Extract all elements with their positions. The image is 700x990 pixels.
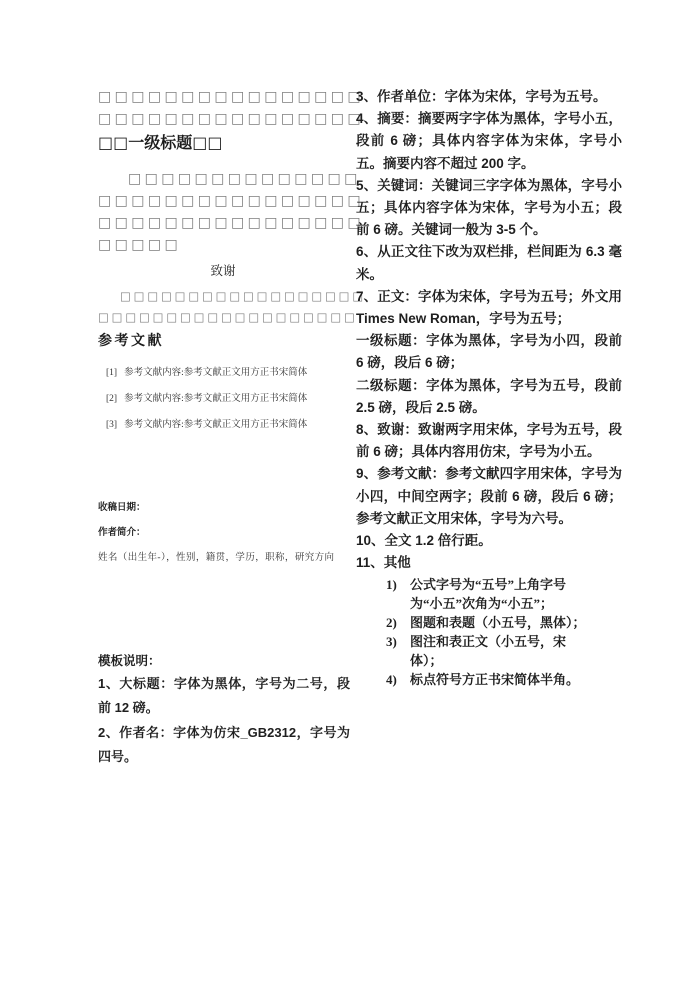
template-note-item: 1、大标题：字体为黑体，字号为二号，段前 12 磅。 — [98, 676, 350, 716]
instruction-paragraph: 二级标题：字体为黑体，字号为五号，段前 2.5 磅，段后 2.5 磅。 — [356, 377, 622, 415]
sublist-item-text: 公式字号为“五号”上角字号为“小五”次角为“小五”； — [410, 577, 567, 612]
other-rules-sublist — [356, 575, 622, 689]
sublist-item-number: 2) — [386, 615, 397, 631]
instruction-paragraph: 11、其他 — [356, 555, 411, 571]
placeholder-line: □□□□□ — [98, 237, 182, 253]
sublist-item-number: 1) — [386, 577, 397, 593]
reference-item — [106, 386, 307, 412]
instruction-paragraph: 8、致谢：致谢两字用宋体，字号为五号，段前 6 磅；具体内容用仿宋，字号为小五。 — [356, 422, 622, 460]
reference-number: [1] — [106, 368, 118, 378]
reference-item — [106, 412, 307, 438]
instruction-paragraph: 9、参考文献：参考文献四字用宋体，字号为小四，中间空两字；段前 6 磅，段后 6 磅；参考文献正文用宋体，字号为六号。 — [356, 466, 622, 526]
reference-text: 参考文献内容:参考文献正文用方正书宋简体 — [124, 394, 308, 404]
template-note-item: 2、作者名：字体为仿宋_GB2312，字号为四号。 — [98, 724, 350, 765]
acknowledgement-placeholder-paragraph — [98, 286, 366, 328]
footnote-block — [98, 496, 334, 571]
author-bio-text: 姓名（出生年-），性别，籍贯，学历，职称，研究方向 — [98, 553, 335, 563]
instruction-paragraph: 4、摘要：摘要两字字体为黑体，字号小五，段前 6 磅；具体内容字体为宋体，字号小五。摘要内容不超过 200 字。 — [356, 111, 622, 171]
placeholder-line: □□□□□□□□□□□□□□□□ — [98, 111, 365, 127]
instruction-paragraph: 5、关键词：关键词三字字体为黑体，字号小五；具体内容字体为宋体，字号为小五；段前 6 磅。关键词一般为 3-5 个。 — [356, 177, 622, 238]
reference-number: [2] — [106, 394, 118, 404]
author-bio-label: 作者简介： — [98, 528, 146, 538]
sublist-item — [356, 613, 598, 632]
references-heading: 参考文献 — [98, 334, 164, 349]
acknowledgement-title: 致谢 — [210, 264, 236, 278]
instruction-paragraph: 一级标题：字体为黑体，字号为小四，段前 6 磅，段后 6 磅； — [356, 333, 622, 371]
reference-item — [106, 360, 307, 386]
placeholder-line: □□□□□□□□□□□□□□□□□□ — [120, 289, 366, 303]
placeholder-line: □□□□□□□□□□□□□□□□ — [98, 193, 365, 209]
left-intro-placeholder-paragraph — [98, 86, 364, 130]
placeholder-line: □□□□□□□□□□□□□□□□□□□ — [98, 310, 358, 324]
right-column-instructions — [356, 86, 622, 689]
sublist-item-number: 3) — [386, 634, 397, 650]
instruction-paragraph: 6、从正文往下改为双栏排，栏间距为 6.3 毫米。 — [356, 244, 622, 282]
sublist-item — [356, 575, 598, 613]
placeholder-line: □□□□□□□□□□□□□□ — [128, 171, 361, 187]
instruction-paragraph: 3、作者单位：字体为宋体，字号为五号。 — [356, 89, 607, 104]
sublist-item-number: 4) — [386, 672, 397, 688]
template-notes-label: 模板说明： — [98, 654, 161, 668]
sublist-item-text: 图题和表题（小五号，黑体）； — [410, 615, 586, 631]
placeholder-line: □□□□□□□□□□□□□□□□ — [98, 215, 365, 231]
placeholder-line: □□□□□□□□□□□□□□□□ — [98, 89, 365, 105]
reference-text: 参考文献内容:参考文献正文用方正书宋简体 — [124, 420, 308, 430]
sublist-item-text: 图注和表正文（小五号，宋体）； — [410, 634, 567, 669]
section-heading-level1: □□一级标题□□ — [98, 133, 223, 152]
instruction-paragraph: 7、正文：字体为宋体，字号为五号；外文用 Times New Roman，字号为五号； — [356, 288, 622, 327]
sublist-item — [356, 670, 598, 689]
reference-text: 参考文献内容:参考文献正文用方正书宋简体 — [124, 368, 308, 378]
received-date-label: 收稿日期： — [98, 503, 146, 513]
reference-number: [3] — [106, 420, 118, 430]
template-notes-block — [98, 650, 350, 770]
left-body-placeholder-paragraph — [98, 168, 364, 256]
instruction-paragraph: 10、全文 1.2 倍行距。 — [356, 533, 492, 549]
sublist-item — [356, 632, 598, 670]
sublist-item-text: 标点符号方正书宋简体半角。 — [410, 672, 580, 688]
references-list — [106, 360, 307, 438]
